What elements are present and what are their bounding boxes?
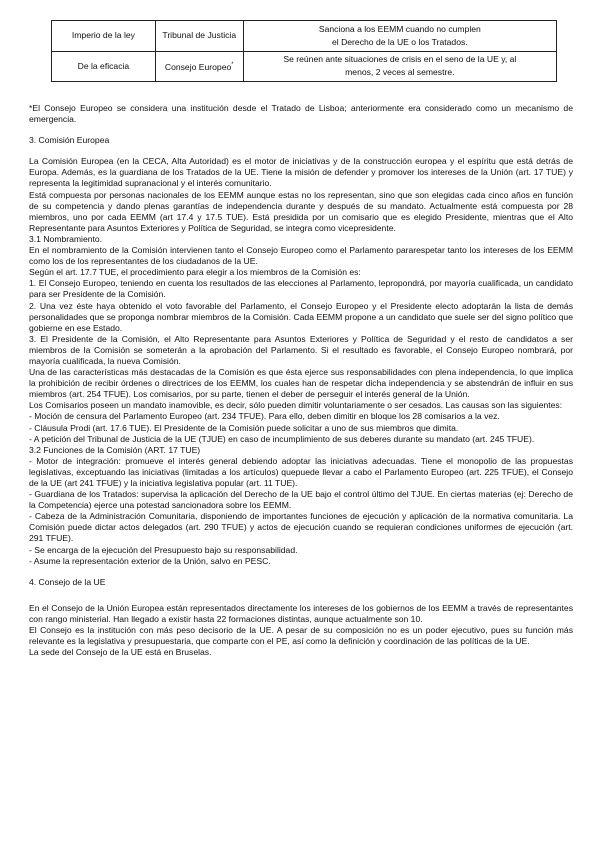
section-heading: 4. Consejo de la UE xyxy=(29,576,106,587)
description-line: menos, 2 veces al semestre. xyxy=(345,67,455,78)
footnote-marker: * xyxy=(231,61,234,68)
description-line: Se reúnen ante situaciones de crisis en el seno de la UE y, al xyxy=(283,54,517,65)
list-item: - Motor de integración: promueve el interés general debiendo adoptar las iniciativas adecuadas. Tiene el monopolio de las propuestas legislativas, exceptuando las iniciativas (limitadas a los artículos) quepuede llevar a cabo el Parlamento Europeo (art. 225 TFUE), el Consejo de la UE (art 241 TFUE) y la iniciativa legislativa popular (art. 11 TUE). xyxy=(29,455,573,488)
list-item: - Cabeza de la Administración Comunitaria, disponiendo de importantes funciones de ejecución y aplicación de la normativa comunitaria. La Comisión puede dictar actos delegados (art. 290 TFUE) y actos de ejecución cuando se requieran condiciones uniformes de ejecución (art. 291 TFUE). xyxy=(29,511,573,544)
footnote: *El Consejo Europeo se considera una institución desde el Tratado de Lisboa; anteriormente era considerado como un mecanismo de emergencia. xyxy=(29,103,573,125)
paragraph: Una de las características más destacadas de la Comisión es que ésta ejerce sus responsabilidades con plena independencia, lo que implica la prohibición de recibir órdenes o directrices de los EEMM, los cuales han de respetar dicha independencia y se abstendrán de influir en sus miembros (art. 254 TFUE). Los comisarios, por su parte, tienen el deber de perseguir el interés general de la Unión. xyxy=(29,367,573,400)
principle-cell: Imperio de la ley xyxy=(52,21,156,52)
list-item: - Se encarga de la ejecución del Presupuesto bajo su responsabilidad. xyxy=(29,544,298,555)
description-line: el Derecho de la UE o los Tratados. xyxy=(332,36,468,47)
description-cell xyxy=(243,51,556,82)
document-body xyxy=(29,103,573,658)
paragraph: Los Comisarios poseen un mandato inamovible, es decir, sólo pueden dimitir voluntariamente o ser cesados. Las causas son las siguientes: xyxy=(29,400,563,411)
list-item: - Cláusula Prodi (art. 17.6 TUE). El Presidente de la Comisión puede solicitar a uno de sus miembros que dimita. xyxy=(29,422,459,433)
institution-cell: Tribunal de Justicia xyxy=(155,21,243,52)
paragraph: La Comisión Europea (en la CECA, Alta Autoridad) es el motor de iniciativas y de la construcción europea y el espíritu que está detrás de Europa. Además, es la guardiana de los Tratados de la UE. Tiene la misión de defender y promover los intereses de la Unión (art. 17 TUE) y representa la legitimidad supranacional y el interés comunitario. xyxy=(29,156,573,189)
principles-table xyxy=(51,20,557,82)
description-line: Sanciona a los EEMM cuando no cumplen xyxy=(318,23,481,34)
principle-cell: De la eficacia xyxy=(52,51,156,82)
subsection-heading: 3.2 Funciones de la Comisión (ART. 17 TUE) xyxy=(29,444,201,455)
paragraph: Está compuesta por personas nacionales de los EEMM aunque estas no los representan, sino que son elegidas cada cinco años en función de su competencia y dando plenas garantías de independencia durante y después de su mandato. Actualmente está compuesta por 28 miembros, uno por cada EEMM (art 17.4 y 17.5 TUE). Está presidida por un comisario que es elegido Presidente, mientras que el Alto Representante para Asuntos Exteriores y Política de Seguridad, se integra como vicepresidente. xyxy=(29,189,573,233)
list-item: - Moción de censura del Parlamento Europeo (art. 234 TFUE). Para ello, deben dimitir en bloque los 28 comisarios a la vez. xyxy=(29,411,500,422)
paragraph: En el Consejo de la Unión Europea están representados directamente los intereses de los gobiernos de los EEMM a través de representantes con rango ministerial. Han llegado a existir hasta 22 formaciones distintas, aunque actualmente son 10. xyxy=(29,602,573,624)
paragraph: En el nombramiento de la Comisión intervienen tanto el Consejo Europeo como el Parlamento pararespetar tanto los intereses de los EEMM como los de los representantes de los ciudadanos de la UE. xyxy=(29,245,573,267)
paragraph: La sede del Consejo de la UE está en Bruselas. xyxy=(29,647,212,658)
description-cell xyxy=(243,21,556,52)
paragraph: El Consejo es la institución con más peso decisorio de la UE. A pesar de su composición no es un poder ejecutivo, pues su función más relevante es la legislativa y presupuestaria, que comparte con el PE, así como la definición y coordinación de las políticas de la UE. xyxy=(29,625,573,647)
institution-cell xyxy=(155,51,243,82)
numbered-item: 1. El Consejo Europeo, teniendo en cuenta los resultados de las elecciones al Parlamento, lepropondrá, por mayoría cualificada, un candidato para ser Presidente de la Comisión. xyxy=(29,278,573,300)
numbered-item: 3. El Presidente de la Comisión, el Alto Representante para Asuntos Exteriores y Política de Seguridad y el resto de candidatos a ser miembros de la Comisión se someterán a la aprobación del Parlamento. Si el resultado es favorable, el Consejo Europeo nombrará, por mayoría cualificada, la nueva Comisión. xyxy=(29,333,573,366)
table-row xyxy=(52,51,557,82)
institution-name: Consejo Europeo xyxy=(164,61,232,72)
subsection-heading: 3.1 Nombramiento. xyxy=(29,233,103,244)
numbered-item: 2. Una vez éste haya obtenido el voto favorable del Parlamento, el Consejo Europeo y el Presidente electo adoptarán la lista de demás personalidades que se proponga nombrar miembros de la Comisión. Cada EEMM propone a un candidato que suele ser del signo político que gobierne en ese Estado. xyxy=(29,300,573,333)
section-heading: 3. Comisión Europea xyxy=(29,135,110,146)
list-item: - Guardiana de los Tratados: supervisa la aplicación del Derecho de la UE bajo el control último del TJUE. En ciertas materias (ej: Derecho de la Competencia) ejerce una potestad sancionadora sobre los EEMM. xyxy=(29,489,573,511)
paragraph: Según el art. 17.7 TUE, el procedimiento para elegir a los miembros de la Comisión es: xyxy=(29,267,361,278)
list-item: - A petición del Tribunal de Justicia de la UE (TJUE) en caso de incumplimiento de sus deberes durante su mandato (art. 245 TFUE). xyxy=(29,433,535,444)
list-item: - Asume la representación exterior de la Unión, salvo en PESC. xyxy=(29,555,271,566)
table-row xyxy=(52,21,557,52)
